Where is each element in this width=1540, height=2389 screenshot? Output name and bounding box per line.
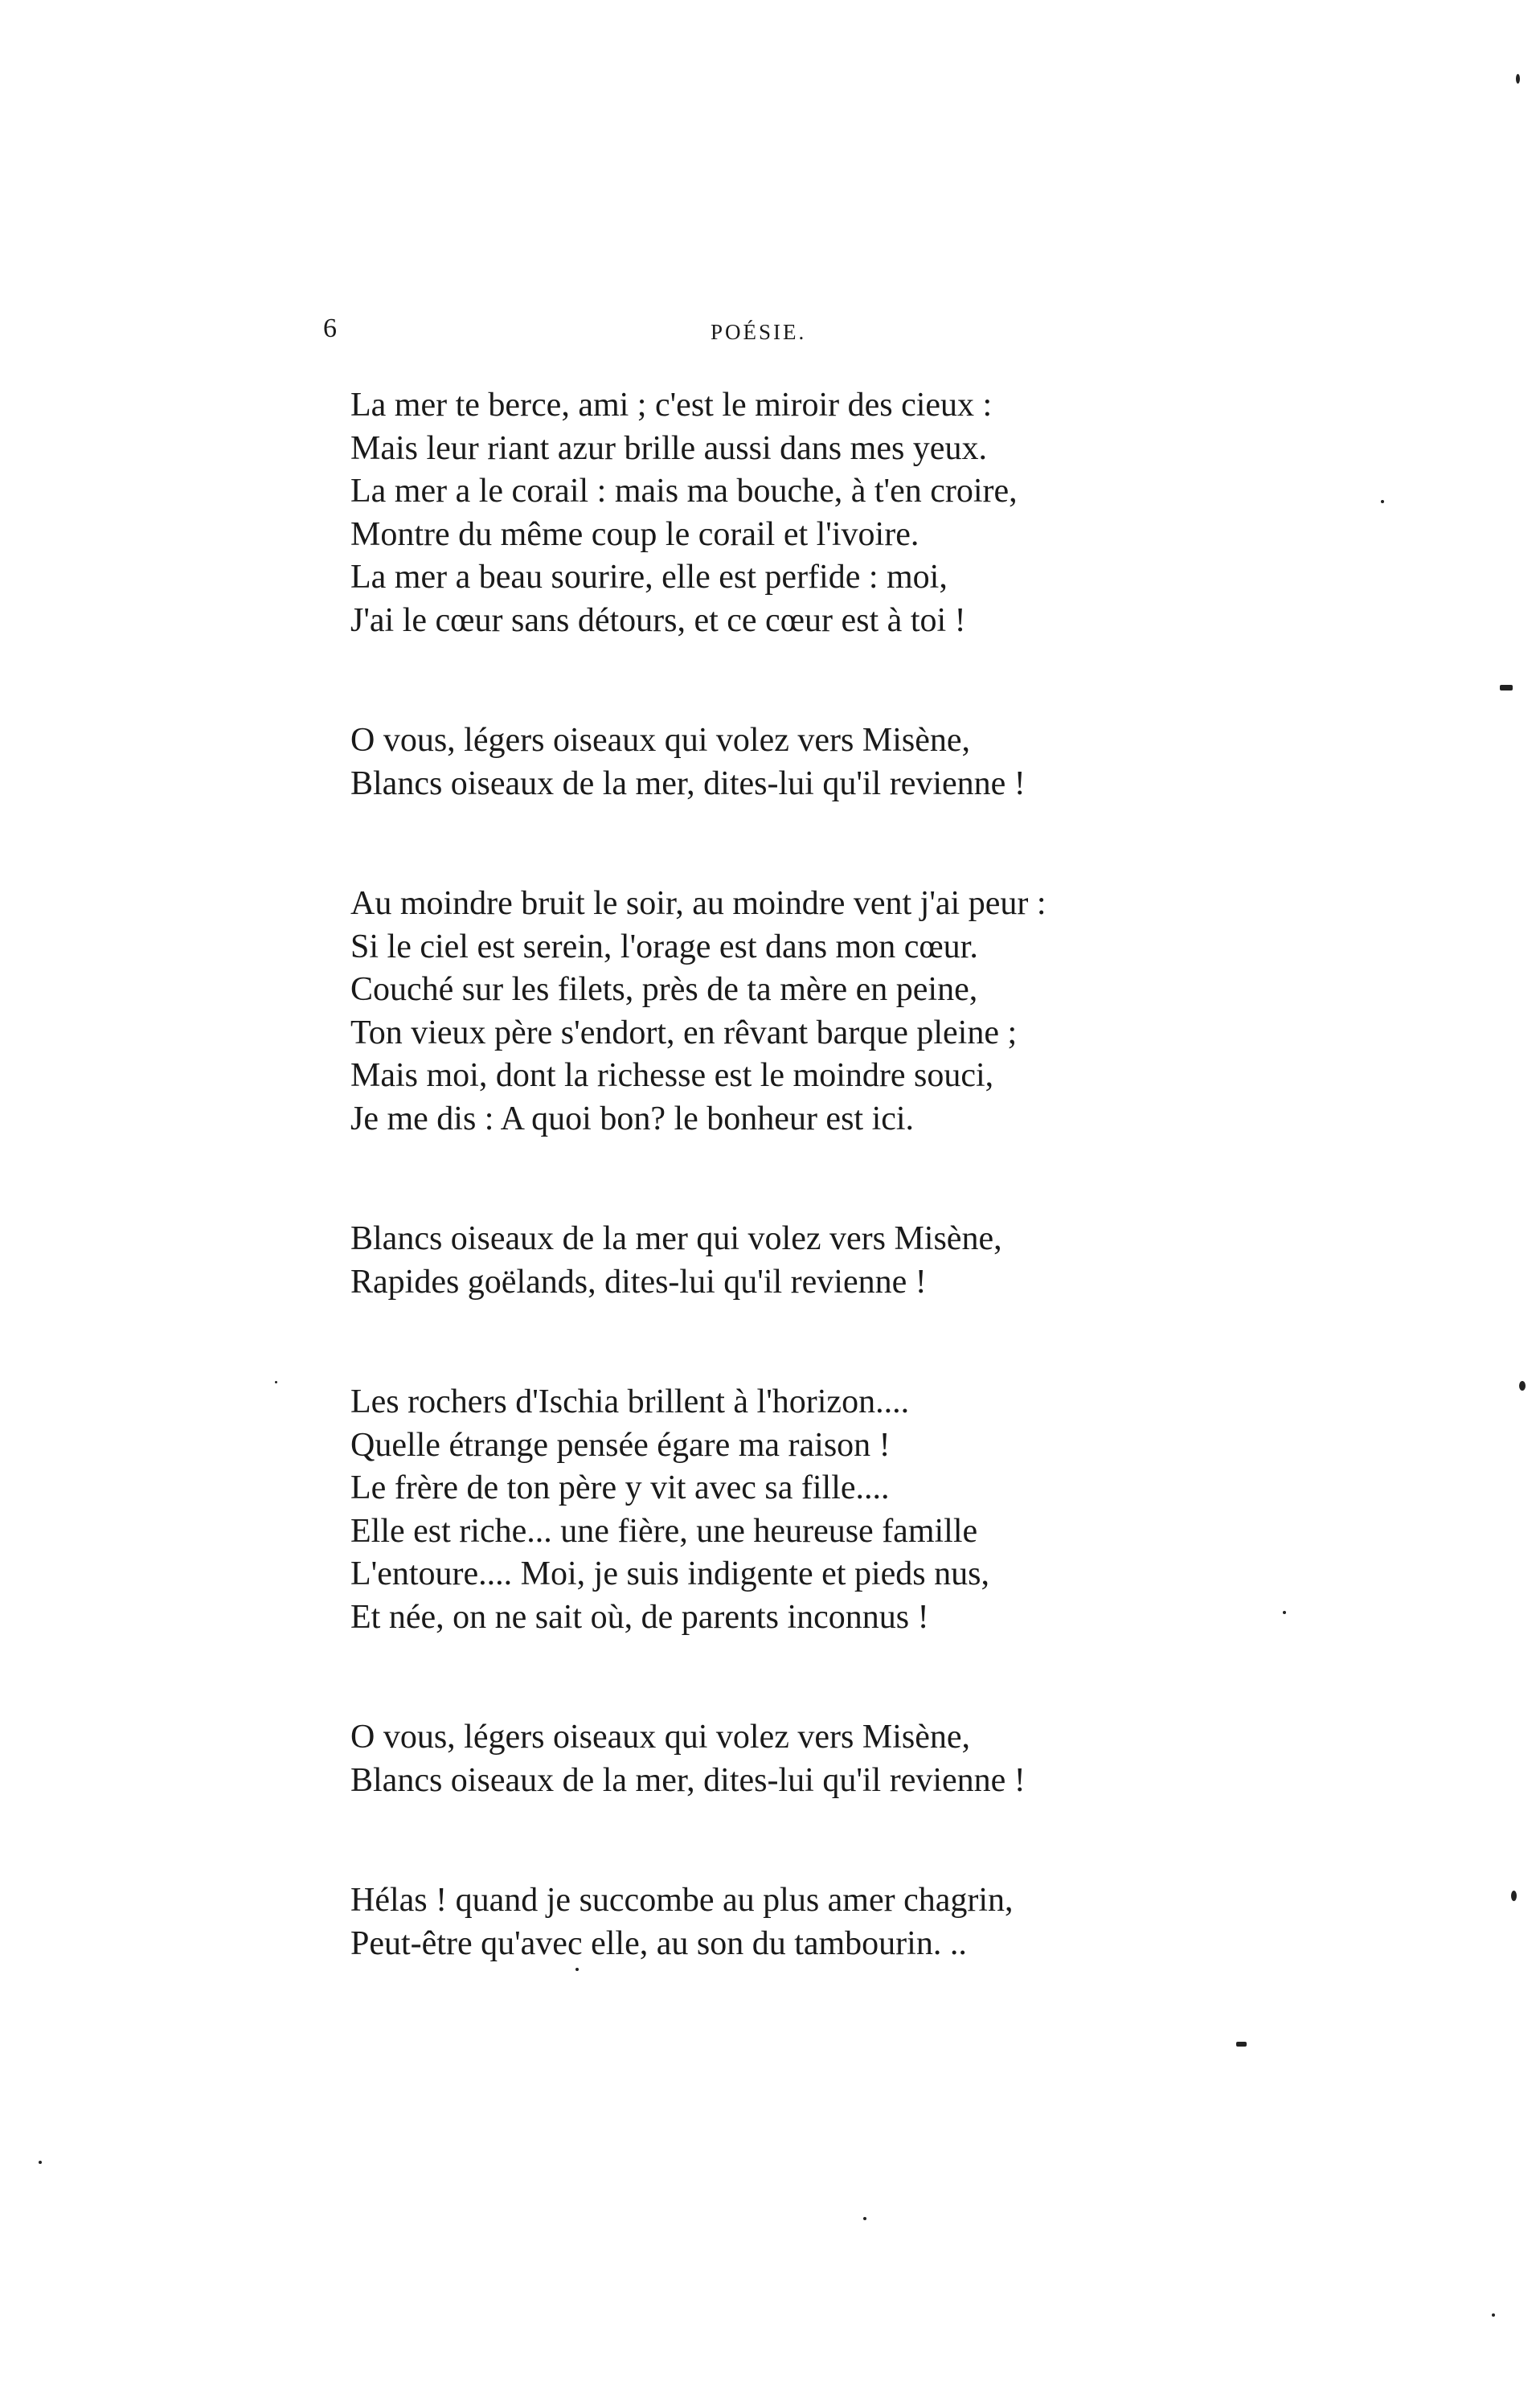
verse-line: Blancs oiseaux de la mer, dites-lui qu'il revienne ! <box>350 1761 1026 1799</box>
stanza <box>350 384 1283 642</box>
verse-line: Ton vieux père s'endort, en rêvant barque pleine ; <box>350 1014 1018 1051</box>
scan-speck <box>1381 500 1384 503</box>
verse-line: Mais moi, dont la richesse est le moindre souci, <box>350 1057 994 1094</box>
verse-line: Hélas ! quand je succombe au plus amer chagrin, <box>350 1882 1014 1919</box>
verse-line: Je me dis : A quoi bon? le bonheur est ici. <box>350 1100 915 1137</box>
verse-line: Peut-être qu'avec elle, au son du tambourin. .. <box>350 1924 967 1962</box>
running-title: POÉSIE. <box>711 320 807 344</box>
stanza-refrain <box>350 1218 1283 1304</box>
page-number: 6 <box>323 313 337 343</box>
scan-speck <box>1500 685 1513 690</box>
verse-line: Elle est riche... une fière, une heureuse famille <box>350 1512 978 1550</box>
verse-line: Et née, on ne sait où, de parents inconnus ! <box>350 1598 929 1636</box>
verse-line: La mer a le corail : mais ma bouche, à t'en croire, <box>350 473 1018 510</box>
stanza <box>350 883 1283 1141</box>
verse-line: La mer te berce, ami ; c'est le miroir des cieux : <box>350 387 993 424</box>
scan-speck <box>863 2217 866 2220</box>
verse-line: Quelle étrange pensée égare ma raison ! <box>350 1426 891 1464</box>
scan-speck <box>1516 74 1520 84</box>
verse-line: J'ai le cœur sans détours, et ce cœur est à toi ! <box>350 601 966 639</box>
verse-line: La mer a beau sourire, elle est perfide : moi, <box>350 559 948 596</box>
verse-line: Blancs oiseaux de la mer, dites-lui qu'il revienne ! <box>350 764 1026 802</box>
scan-speck <box>39 2161 42 2164</box>
scan-speck <box>1492 2313 1495 2317</box>
scan-speck <box>575 1968 579 1971</box>
stanza <box>350 1879 1283 1965</box>
verse-line: Montre du même coup le corail et l'ivoire. <box>350 515 919 553</box>
verse-line: O vous, légers oiseaux qui volez vers Misène, <box>350 1719 970 1756</box>
verse-line: Les rochers d'Ischia brillent à l'horizon.... <box>350 1383 910 1420</box>
stanza-refrain <box>350 1716 1283 1802</box>
scan-speck <box>1519 1381 1526 1391</box>
stanza <box>350 1381 1283 1639</box>
scan-speck <box>1236 2042 1247 2047</box>
verse-line: L'entoure.... Moi, je suis indigente et pieds nus, <box>350 1555 989 1592</box>
poem <box>350 384 1283 2043</box>
scan-speck <box>275 1381 277 1383</box>
stanza-refrain <box>350 719 1283 805</box>
verse-line: Rapides goëlands, dites-lui qu'il revienne ! <box>350 1263 927 1301</box>
scan-speck <box>1283 1611 1286 1614</box>
scan-speck <box>1511 1891 1517 1901</box>
verse-line: Couché sur les filets, près de ta mère en peine, <box>350 971 978 1008</box>
verse-line: Si le ciel est serein, l'orage est dans mon cœur. <box>350 928 978 965</box>
verse-line: Au moindre bruit le soir, au moindre vent j'ai peur : <box>350 885 1046 922</box>
verse-line: O vous, légers oiseaux qui volez vers Misène, <box>350 722 970 759</box>
verse-line: Le frère de ton père y vit avec sa fille.... <box>350 1469 890 1506</box>
verse-line: Mais leur riant azur brille aussi dans mes yeux. <box>350 429 987 467</box>
verse-line: Blancs oiseaux de la mer qui volez vers Misène, <box>350 1220 1002 1257</box>
